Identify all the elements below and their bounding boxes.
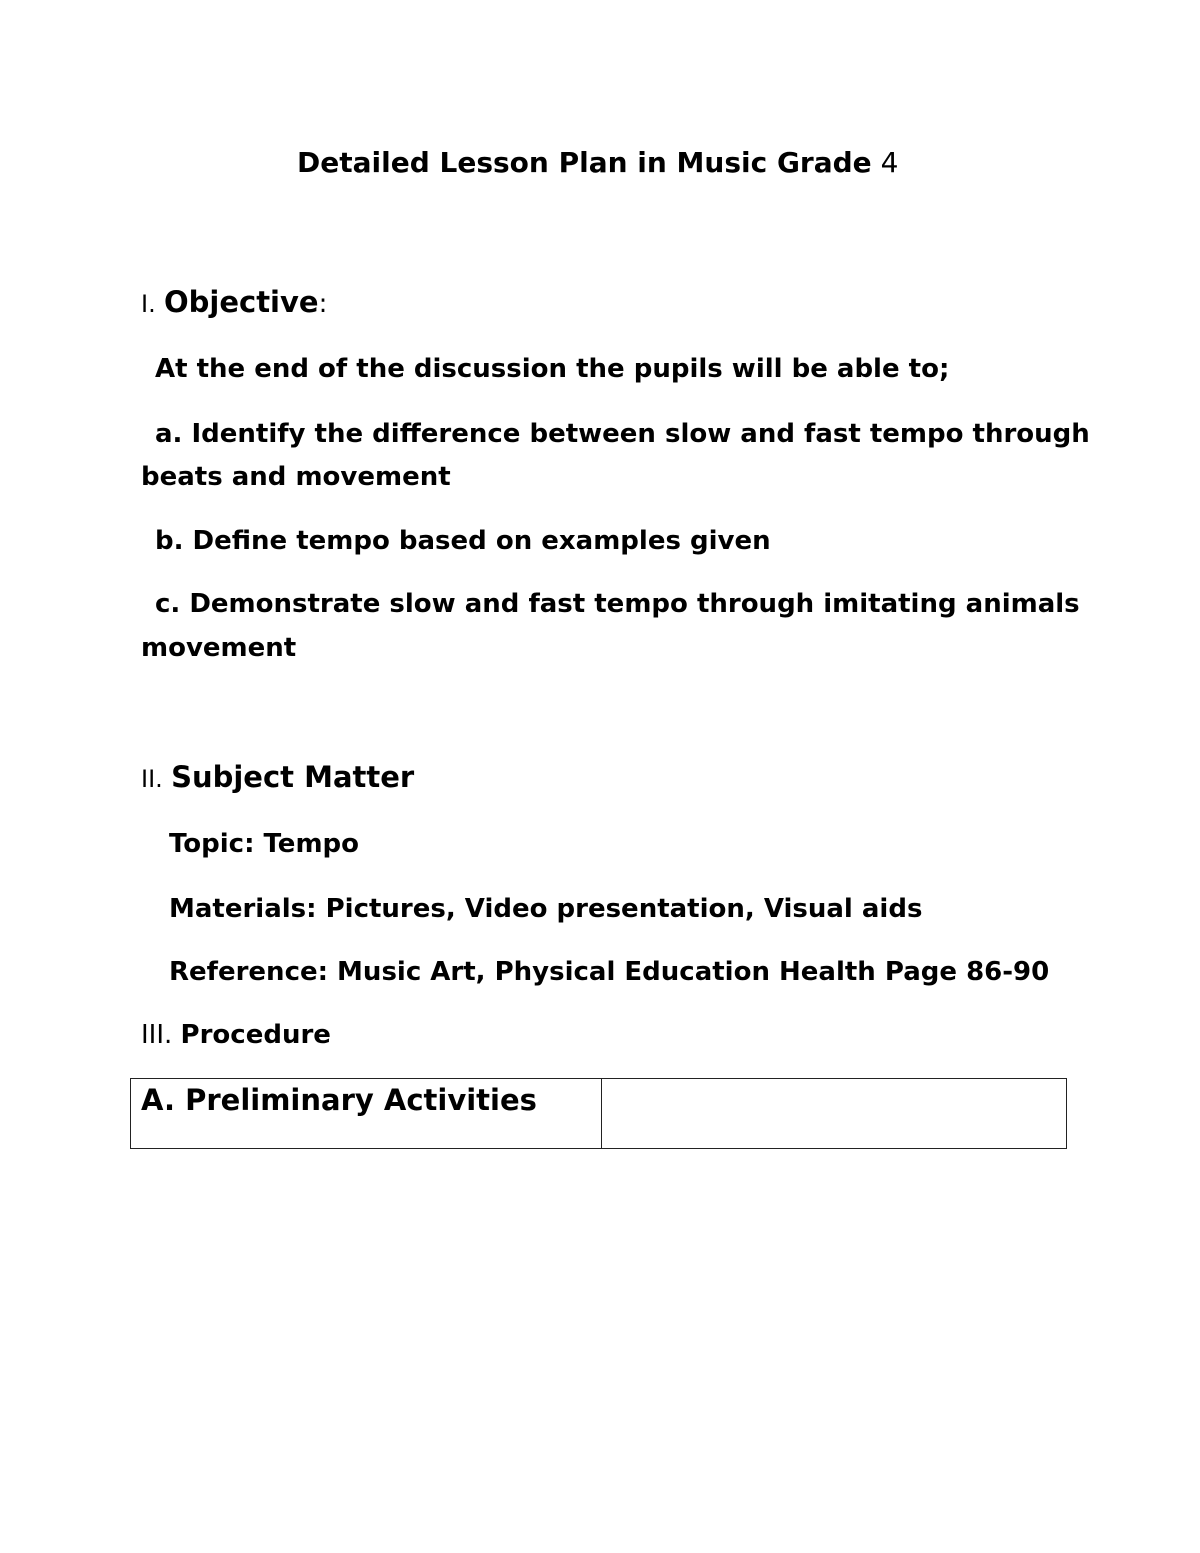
section-colon: :	[318, 289, 328, 319]
objective-item-b: b. Define tempo based on examples given	[155, 526, 771, 556]
procedure-table	[130, 1078, 1067, 1149]
objective-item-a-line1: a. Identify the difference between slow and fast tempo through	[155, 419, 1090, 449]
subject-reference: Reference: Music Art, Physical Education Health Page 86-90	[169, 957, 1050, 987]
table-row	[131, 1079, 1067, 1149]
section-procedure-heading	[141, 1022, 331, 1048]
section-subject-matter-heading	[141, 760, 415, 794]
subject-topic: Topic: Tempo	[169, 829, 360, 859]
objective-item-c-line2: movement	[141, 633, 297, 663]
section-label: Objective	[163, 285, 319, 319]
section-number: II.	[141, 765, 163, 793]
section-number: I.	[141, 290, 156, 318]
objective-item-a-line2: beats and movement	[141, 462, 451, 492]
title-grade-number: 4	[880, 146, 899, 179]
preliminary-activities-label: A. Preliminary Activities	[141, 1083, 537, 1117]
section-number: III.	[141, 1020, 173, 1050]
table-cell	[602, 1079, 1067, 1149]
table-cell	[131, 1079, 602, 1149]
subject-materials: Materials: Pictures, Video presentation, Visual aids	[169, 894, 923, 924]
objective-intro: At the end of the discussion the pupils will be able to;	[155, 354, 950, 384]
section-label: Procedure	[180, 1020, 331, 1050]
document-title	[297, 146, 899, 179]
section-label: Subject Matter	[171, 760, 415, 794]
objective-item-c-line1: c. Demonstrate slow and fast tempo through imitating animals	[155, 589, 1080, 619]
title-text: Detailed Lesson Plan in Music Grade	[297, 146, 872, 179]
section-objective-heading	[141, 285, 328, 319]
